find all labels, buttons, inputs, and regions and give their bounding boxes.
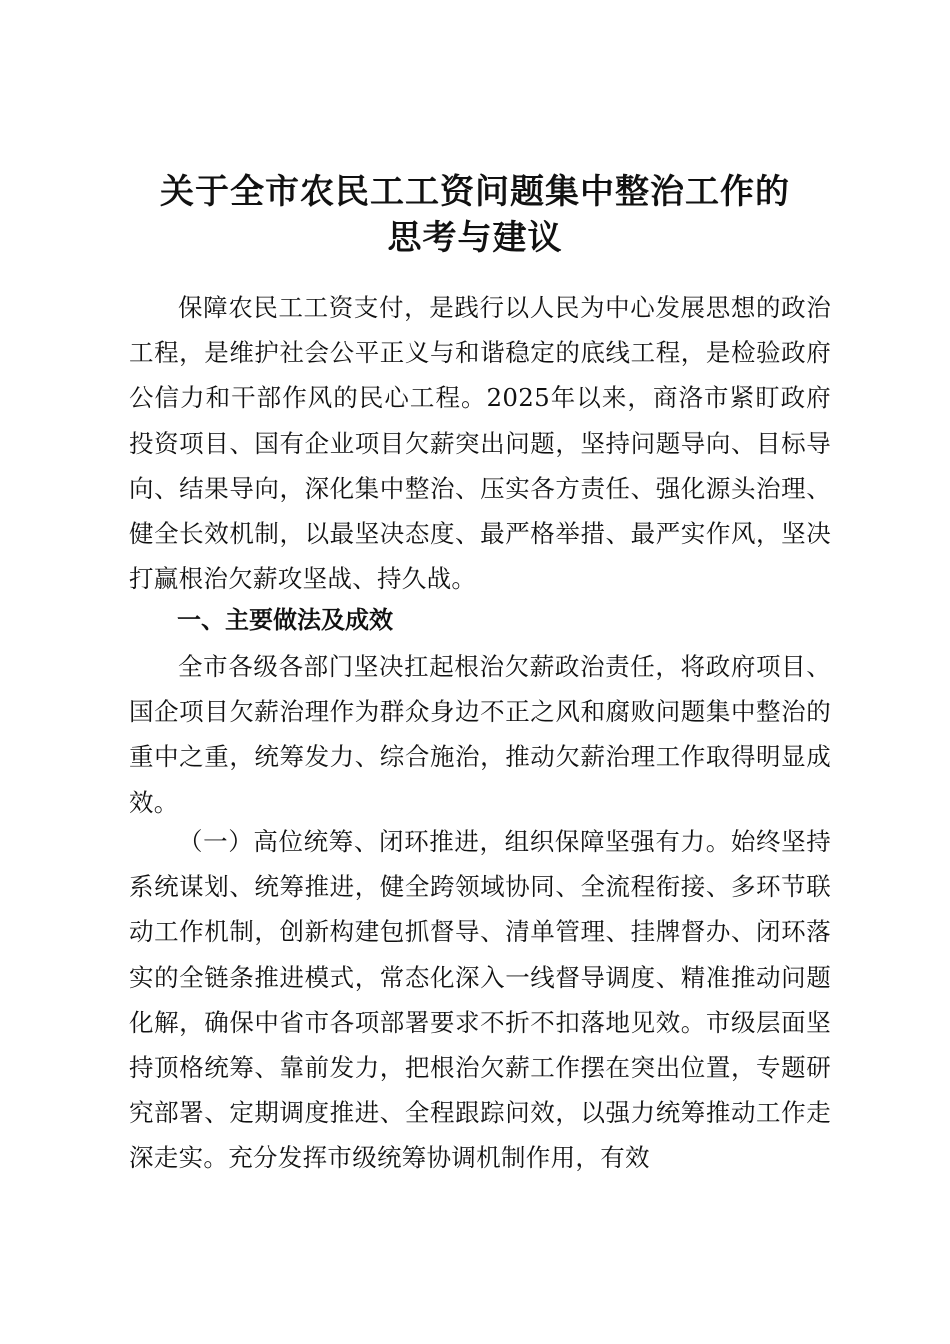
section-1-paragraph: 全市各级各部门坚决扛起根治欠薪政治责任，将政府项目、国企项目欠薪治理作为群众身边不正之风和腐败问题集中整治的重中之重，统筹发力、综合施治，推动欠薪治理工作取得明显成效。 [129,652,831,817]
document-title-line-1: 关于全市农民工工资问题集中整治工作的 [160,172,790,212]
intro-paragraph: 保障农民工工资支付，是践行以人民为中心发展思想的政治工程，是维护社会公平正义与和谐稳定的底线工程，是检验政府公信力和干部作风的民心工程。2025年以来，商洛市紧盯政府投资项目、国有企业项目欠薪突出问题，坚持问题导向、目标导向、结果导向，深化集中整治、压实各方责任、强化源头治理、健全长效机制，以最坚决态度、最严格举措、最严实作风，坚决打赢根治欠薪攻坚战、持久战。 [129,293,831,594]
section-heading-1: 一、主要做法及成效 [177,606,393,634]
document-title-line-2: 思考与建议 [387,218,563,258]
subsection-1-paragraph: （一）高位统筹、闭环推进，组织保障坚强有力。始终坚持系统谋划、统筹推进，健全跨领域协同、全流程衔接、多环节联动工作机制，创新构建包抓督导、清单管理、挂牌督办、闭环落实的全链条推进模式，常态化深入一线督导调度、精准推动问题化解，确保中省市各项部署要求不折不扣落地见效。市级层面坚持顶格统筹、靠前发力，把根治欠薪工作摆在突出位置，专题研究部署、定期调度推进、全程跟踪问效，以强力统筹推动工作走深走实。充分发挥市级统筹协调机制作用，有效 [129,827,831,1173]
